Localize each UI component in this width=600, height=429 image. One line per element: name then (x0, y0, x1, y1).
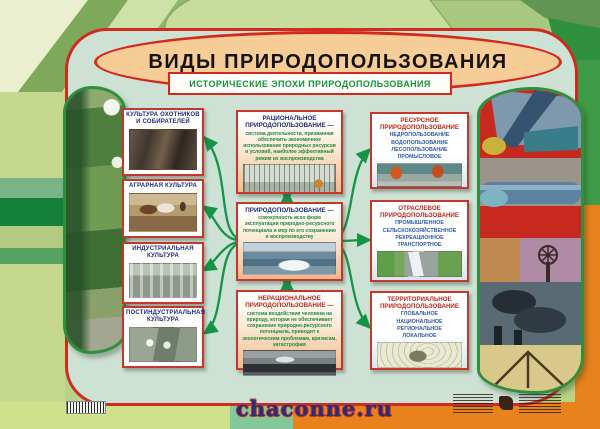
definition-title: НЕРАЦИОНАЛЬНОЕ ПРИРОДОПОЛЬЗОВАНИЕ — (245, 294, 334, 310)
fishing-crew-photo (377, 163, 462, 187)
publisher-colophon (453, 394, 571, 420)
epoch-label: ПОСТИНДУСТРИАЛЬНАЯ КУЛЬТУРА (126, 310, 206, 324)
factory-photo (129, 263, 197, 298)
definition-title: РАЦИОНАЛЬНОЕ ПРИРОДОПОЛЬЗОВАНИЕ — (245, 114, 334, 130)
epoch-label: ИНДУСТРИАЛЬНАЯ КУЛЬТУРА (132, 246, 194, 260)
definition-title: ПРИРОДОПОЛЬЗОВАНИЕ — (245, 206, 334, 214)
colophon-text-block (453, 394, 493, 414)
colophon-text-block (519, 394, 561, 414)
subtitle-box (168, 72, 452, 95)
definition-box-nature-use (236, 202, 343, 281)
agrarian-plowing-photo (129, 193, 197, 232)
publisher-logo (499, 396, 513, 410)
type-items: НЕДРОПОЛЬЗОВАНИЕ ВОДОПОЛЬЗОВАНИЕ ЛЕСОПОЛЬЗОВАНИЕ ПРОМЫСЛОВОЕ (389, 132, 450, 160)
type-title: ОТРАСЛЕВОЕ ПРИРОДОПОЛЬЗОВАНИЕ (379, 204, 460, 219)
type-items: ГЛОБАЛЬНОЕ НАЦИОНАЛЬНОЕ РЕГИОНАЛЬНОЕ ЛОКАЛЬНОЕ (396, 311, 443, 339)
epoch-box-hunters (122, 108, 204, 176)
type-title: РЕСУРСНОЕ ПРИРОДОПОЛЬЗОВАНИЕ (379, 116, 460, 131)
hydro-dam-photo (243, 242, 336, 275)
poster-title: ВИДЫ ПРИРОДОПОЛЬЗОВАНИЯ (148, 50, 508, 73)
type-box-sectoral (370, 200, 469, 282)
watermark-text: chaconne.ru (236, 396, 393, 421)
epoch-box-agrarian (122, 179, 204, 238)
epoch-box-industrial (122, 242, 204, 304)
type-box-territorial (370, 291, 469, 370)
barcode (66, 401, 106, 414)
epoch-label: АГРАРНАЯ КУЛЬТУРА (128, 183, 198, 189)
tanker-ship-photo (243, 350, 336, 376)
poster-subtitle: ИСТОРИЧЕСКИЕ ЭПОХИ ПРИРОДОПОЛЬЗОВАНИЯ (189, 78, 431, 89)
definition-body: система воздействия человека на природу, которая не обеспечивает сохранение природно-ресурсного потенциала, приводит к экологическим проблемам, кризисам, катастрофам (242, 310, 337, 348)
definition-body: система деятельности, призванная обеспечить экономичное использование природных ресурсов и условий, наиболее эффективный режим их воспроизводства (243, 130, 336, 162)
type-items: ПРОМЫШЛЕННОЕ СЕЛЬСКОХОЗЯЙСТВЕННОЕ РЕКРЕАЦИОННОЕ ТРАНСПОРТНОЕ (382, 220, 457, 248)
definition-box-rational (236, 110, 343, 194)
highspeed-train-photo (377, 251, 462, 277)
hunters-gatherers-photo (129, 129, 197, 170)
epoch-box-postindustrial (122, 306, 204, 368)
cleanroom-photo (129, 327, 197, 362)
definition-box-irrational (236, 290, 343, 370)
type-title: ТЕРРИТОРИАЛЬНОЕ ПРИРОДОПОЛЬЗОВАНИЕ (379, 295, 460, 310)
type-box-resource (370, 112, 469, 189)
topographic-map-photo (377, 342, 462, 368)
winter-logging-photo (243, 164, 336, 192)
definition-body: совокупность всех форм эксплуатации природно-ресурсного потенциала и мер по его сохранению и воспроизводству (242, 215, 337, 240)
epoch-label: КУЛЬТУРА ОХОТНИКОВ И СОБИРАТЕЛЕЙ (126, 112, 200, 126)
